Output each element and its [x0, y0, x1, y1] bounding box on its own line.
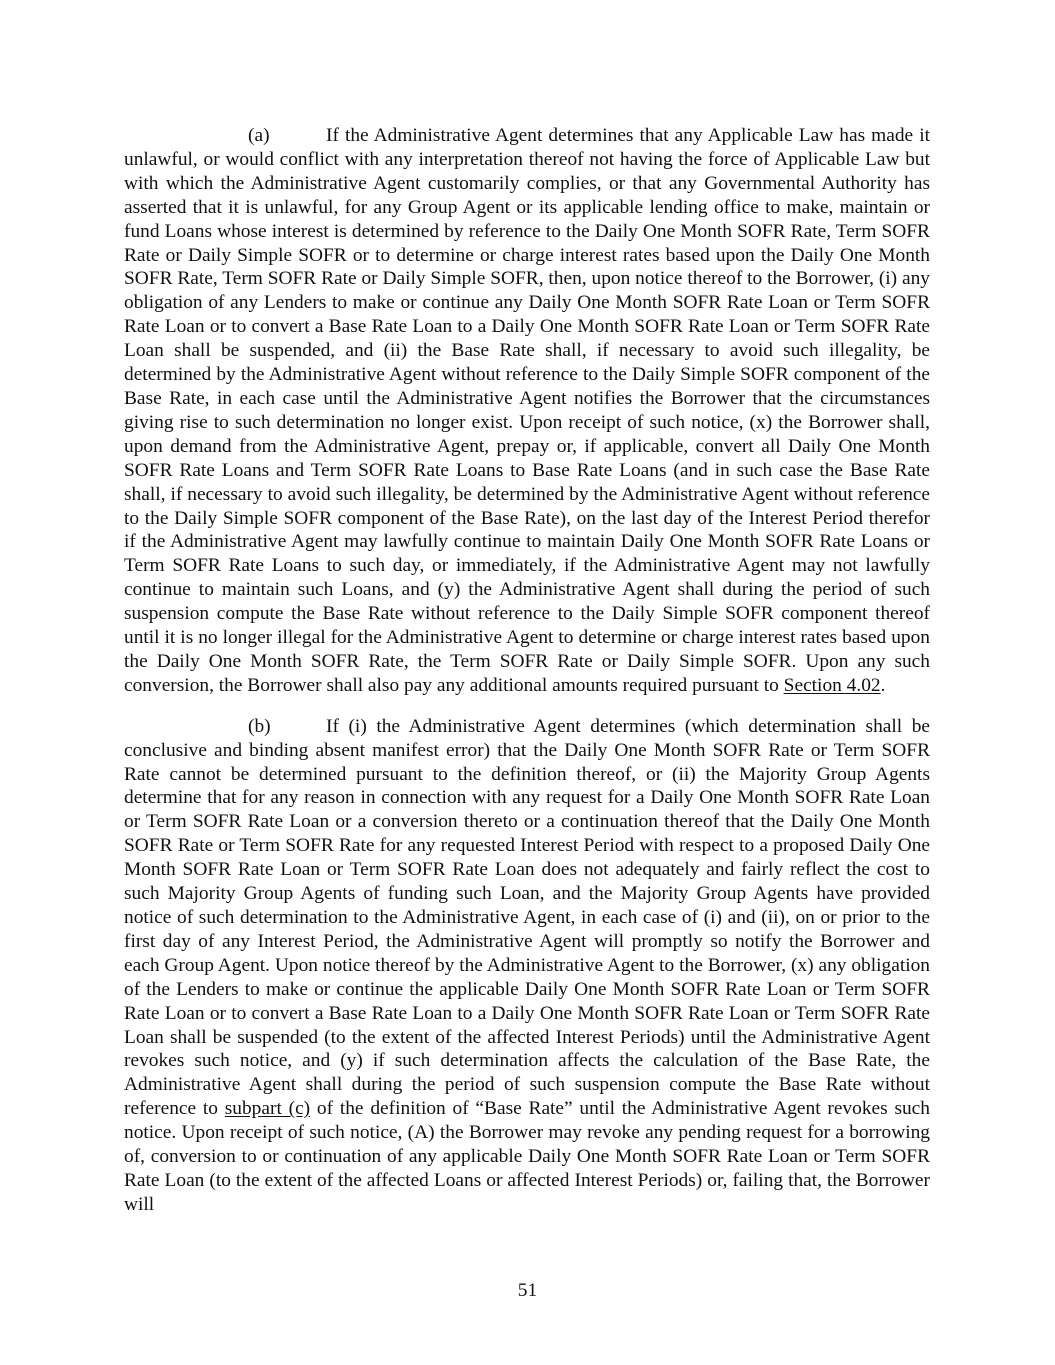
section-reference: Section 4.02 — [783, 674, 881, 696]
paragraph-a — [124, 124, 930, 698]
paragraph-marker: (a) — [248, 125, 270, 146]
paragraph-text: If the Administrative Agent determines that any Applicable Law has made it unlawful, or would conflict with any interpretation thereof not having the force of Applicable Law but with which the Administrative Agent customarily complies, or that any Governmental Authority has asserted that it is unlawful, for any Group Agent or its applicable lending office to make, maintain or fund Loans whose interest is determined by reference to the Daily One Month SOFR Rate, Term SOFR Rate or Daily Simple SOFR or to determine or charge interest rates based upon the Daily One Month SOFR Rate, Term SOFR Rate or Daily Simple SOFR, then, upon notice thereof to the Borrower, (i) any obligation of any Lenders to make or continue any Daily One Month SOFR Rate Loan or Term SOFR Rate Loan or to convert a Base Rate Loan to a Daily One Month SOFR Rate Loan or Term SOFR Rate Loan shall be suspended, and (ii) the Base Rate shall, if necessary to avoid such illegality, be determined by the Administrative Agent without reference to the Daily Simple SOFR component of the Base Rate, in each case until the Administrative Agent notifies the Borrower that the circumstances giving rise to such determination no longer exist. Upon receipt of such notice, (x) the Borrower shall, upon demand from the Administrative Agent, prepay or, if applicable, convert all Daily One Month SOFR Rate Loans and Term SOFR Rate Loans to Base Rate Loans (and in such case the Base Rate shall, if necessary to avoid such illegality, be determined by the Administrative Agent without reference to the Daily Simple SOFR component of the Base Rate), on the last day of the Interest Period therefor if the Administrative Agent may lawfully continue to maintain Daily One Month SOFR Rate Loans or Term SOFR Rate Loans to such day, or immediately, if the Administrative Agent may not lawfully continue to maintain such Loans, and (y) the Administrative Agent shall during the period of such suspension compute the Base Rate without reference to the Daily Simple SOFR component thereof until it is no longer illegal for the Administrative Agent to determine or charge interest rates based upon the Daily One Month SOFR Rate, the Term SOFR Rate or Daily Simple SOFR. Upon any such conversion, the Borrower shall also pay any additional amounts required pursuant to — [124, 125, 930, 696]
page-number: 51 — [517, 1280, 538, 1301]
document-page — [124, 124, 930, 1217]
paragraph-text: If (i) the Administrative Agent determines (which determination shall be conclusive and binding absent manifest error) that the Daily One Month SOFR Rate or Term SOFR Rate cannot be determined pursuant to the definition thereof, or (ii) the Majority Group Agents determine that for any reason in connection with any request for a Daily One Month SOFR Rate Loan or Term SOFR Rate Loan or a conversion thereto or a continuation thereof that the Daily One Month SOFR Rate or Term SOFR Rate for any requested Interest Period with respect to a proposed Daily One Month SOFR Rate Loan or Term SOFR Rate Loan does not adequately and fairly reflect the cost to such Majority Group Agents of funding such Loan, and the Majority Group Agents have provided notice of such determination to the Administrative Agent, in each case of (i) and (ii), on or prior to the first day of any Interest Period, the Administrative Agent will promptly so notify the Borrower and each Group Agent. Upon notice thereof by the Administrative Agent to the Borrower, (x) any obligation of the Lenders to make or continue the applicable Daily One Month SOFR Rate Loan or Term SOFR Rate Loan or to convert a Base Rate Loan to a Daily One Month SOFR Rate Loan or Term SOFR Rate Loan shall be suspended (to the extent of the affected Interest Periods) until the Administrative Agent revokes such notice, and (y) if such determination affects the calculation of the Base Rate, the Administrative Agent shall during the period of such suspension compute the Base Rate without reference to — [124, 715, 930, 1120]
paragraph-text-end: . — [880, 674, 886, 696]
subpart-reference: subpart (c) — [224, 1098, 311, 1120]
paragraph-marker: (b) — [248, 715, 271, 737]
paragraph-b — [124, 715, 930, 1217]
paragraph-text-end: of the definition of “Base Rate” until the Administrative Agent revokes such notice. Upon receipt of such notice, (A) the Borrower may revoke any pending request for a borrowing of, conversion to or continuation of any applicable Daily One Month SOFR Rate Loan or Term SOFR Rate Loan (to the extent of the affected Loans or affected Interest Periods) or, failing that, the Borrower will — [124, 1098, 930, 1215]
